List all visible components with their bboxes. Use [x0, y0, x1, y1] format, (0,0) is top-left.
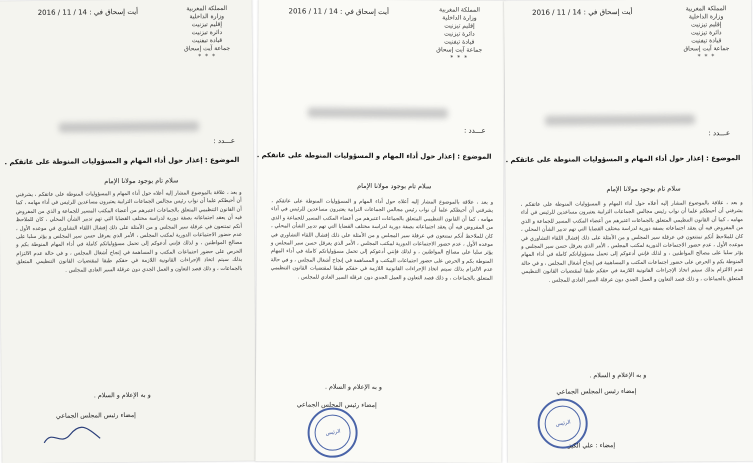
header-line: جماعة آيت إسحاق	[683, 45, 730, 53]
official-stamp: الرئيس	[307, 408, 357, 458]
letter-date: أيت إسحاق في : 14 / 11 / 2016	[288, 7, 389, 17]
letter-header	[424, 6, 494, 62]
header-line: المملكة المغربية	[439, 6, 480, 14]
header-line: المملكة المغربية	[685, 5, 727, 13]
header-stars: * * *	[450, 54, 469, 62]
signature-title: إمضاء رئيس المجلس الجماعي	[55, 411, 136, 420]
letter-body: و بعد ، علاقة بالموضوع المشار إليه أعلاه حول أداء المهام و المسؤوليات المنوطة على عاتقكم ، يشرفني أن أحيطكم علما أن نواب رئيس مجالس الجماعات الترابية يعتبرون مساعدين للرئيس في أداء مهامه ، كما أن القانون التنظيمي المتعلق بالجماعات اعتبرهم من أعضاء المكتب المسير للجماعة و الذي من المفروض فيه أن يعقد اجتماعاته بصفة دورية لدراسة مختلف القضايا التي تهم تدبير الشأن المحلي ، كان للملاحظ أنكم تمتنعون في عرقلة سير المجلس و من الأمثلة على ذلك إفشال اللقاء التشاوري في موعده الأول ، عدم حضور الاجتماعات الدورية لمكتب المجلس ، الأمر الذي يعرقل حسن سير المجلس و يؤثر سلبا على مصالح المواطنين ، و لذلك فإنني أدعوكم إلى تحمل مسؤولياتكم كاملة في أداء المهام المنوطة بكم و الحرص على حضور اجتماعات المكتب و المساهمة في إنجاح أشغال المجلس ، و في حالة عدم الالتزام بذلك سيتم اتخاذ الإجراءات القانونية اللازمة في حقكم طبقا لمقتضيات القانون التنظيمي المتعلق بالجماعات ، و ذلك قصد التعاون و العمل الجدي دون عرقلة السير العادي للمجلس .	[15, 189, 243, 274]
letter-header	[671, 5, 741, 62]
header-line: إقليم تيزنيت	[191, 20, 223, 29]
header-line: وزارة الداخلية	[442, 14, 477, 22]
header-line: قيادة تيفنيت	[691, 37, 722, 45]
signature-name: إمضاء : علي الكيز	[567, 442, 616, 450]
header-line: جماعة آيت إسحاق	[184, 44, 231, 53]
header-line: قيادة تيفنيت	[191, 36, 223, 45]
letter-date: أيت إسحاق في : 14 / 11 / 2016	[532, 7, 633, 17]
letter-greeting: سلام تام بوجود مولانا الإمام	[606, 184, 681, 194]
header-line: دائرة تيزنيت	[444, 30, 475, 38]
header-stars: * * *	[198, 53, 217, 61]
letter-page-3	[504, 0, 753, 463]
letter-date: أيت إسحاق في : 14 / 11 / 2016	[37, 7, 139, 17]
signature-title: إمضاء رئيس المجلس الجماعي	[296, 401, 377, 409]
header-line: قيادة تيفنيت	[444, 38, 475, 46]
letter-body: و بعد ، علاقة بالموضوع المشار إليه أعلاه حول أداء المهام و المسؤوليات المنوطة على عاتقكم ، يشرفني أن أحيطكم علما أن نواب رئيس مجالس الجماعات الترابية يعتبرون مساعدين للرئيس في أداء مهامه ، كما أن القانون التنظيمي المتعلق بالجماعات اعتبرهم من أعضاء المكتب المسير للجماعة و الذي من المفروض فيه أن يعقد اجتماعاته بصفة دورية لدراسة مختلف القضايا التي تهم تدبير الشأن المحلي ، كان للملاحظ أنكم تمتنعون في عرقلة سير المجلس و من الأمثلة على ذلك إفشال اللقاء التشاوري في موعده الأول ، عدم حضور الاجتماعات الدورية لمكتب المجلس ، الأمر الذي يعرقل حسن سير المجلس و يؤثر سلبا على مصالح المواطنين ، و لذلك فإنني أدعوكم إلى تحمل مسؤولياتكم كاملة في أداء المهام المنوطة بكم و الحرص على حضور اجتماعات المكتب و المساهمة في إنجاح أشغال المجلس ، و في حالة عدم الالتزام بذلك سيتم اتخاذ الإجراءات القانونية اللازمة في حقكم طبقا لمقتضيات القانون التنظيمي المتعلق بالجماعات ، و ذلك قصد التعاون و العمل الجدي دون عرقلة السير العادي للمجلس .	[270, 198, 494, 282]
header-line: وزارة الداخلية	[189, 12, 225, 21]
letter-page-1	[0, 0, 256, 463]
redacted-recipient	[59, 121, 199, 132]
official-stamp: الرئيس	[537, 398, 587, 448]
handwritten-signature	[42, 424, 102, 449]
letter-number: عـــدد :	[708, 129, 731, 138]
letter-subject: الموضوع : إعذار حول أداء المهام و المسؤوليات المنوطة على عاتقكم .	[505, 154, 741, 165]
header-line: إقليم تيزنيت	[444, 22, 475, 30]
letter-number: عـــدد :	[213, 136, 236, 146]
letter-body: و بعد ، علاقة بالموضوع المشار إليه أعلاه حول أداء المهام و المسؤوليات المنوطة على عاتقكم ، يشرفني أن أحيطكم علما أن نواب رئيس مجالس الجماعات الترابية يعتبرون مساعدين للرئيس في أداء مهامه ، كما أن القانون التنظيمي المتعلق بالجماعات اعتبرهم من أعضاء المكتب المسير للجماعة و الذي من المفروض فيه أن يعقد اجتماعاته بصفة دورية لدراسة مختلف القضايا التي تهم تدبير الشأن المحلي ، كان للملاحظ أنكم تمتنعون في عرقلة سير المجلس و من الأمثلة على ذلك إفشال اللقاء التشاوري في موعده الأول ، عدم حضور الاجتماعات الدورية لمكتب المجلس ، الأمر الذي يعرقل حسن سير المجلس و يؤثر سلبا على مصالح المواطنين ، و لذلك فإنني أدعوكم إلى تحمل مسؤولياتكم كاملة في أداء المهام المنوطة بكم و الحرص على حضور اجتماعات المكتب و المساهمة في إنجاح أشغال المجلس ، و في حالة عدم الالتزام بذلك سيتم اتخاذ الإجراءات القانونية اللازمة في حقكم طبقا لمقتضيات القانون التنظيمي المتعلق بالجماعات ، و ذلك قصد التعاون و العمل الجدي دون عرقلة السير العادي للمجلس .	[520, 200, 744, 284]
header-line: المملكة المغربية	[186, 4, 228, 13]
letter-page-2	[255, 0, 504, 463]
header-line: جماعة آيت إسحاق	[436, 46, 483, 54]
letter-closing: و به الإعلام و السلام .	[324, 383, 382, 392]
redacted-recipient	[545, 114, 695, 125]
letter-greeting: سلام تام بوجود مولانا الإمام	[104, 176, 179, 186]
header-line: إقليم تيزنيت	[690, 21, 722, 29]
signature-title: إمضاء رئيس المجلس الجماعي	[556, 387, 637, 396]
letter-number: عـــدد :	[463, 126, 486, 135]
letter-closing: و به الإعلام و السلام .	[589, 371, 647, 380]
header-stars: * * *	[697, 53, 716, 61]
letter-greeting: سلام تام بوجود مولانا الإمام	[357, 181, 432, 191]
redacted-recipient	[308, 107, 448, 118]
letter-subject: الموضوع : إعذار حول أداء المهام و المسؤوليات المنوطة على عاتقكم .	[256, 151, 492, 161]
letter-closing: و به الإعلام و السلام .	[93, 391, 151, 400]
letter-header	[172, 5, 243, 62]
letter-subject: الموضوع : إعذار حول أداء المهام و المسؤوليات المنوطة على عاتقكم .	[4, 155, 240, 167]
header-line: وزارة الداخلية	[688, 13, 724, 21]
header-line: دائرة تيزنيت	[690, 29, 722, 37]
header-line: دائرة تيزنيت	[191, 28, 223, 37]
